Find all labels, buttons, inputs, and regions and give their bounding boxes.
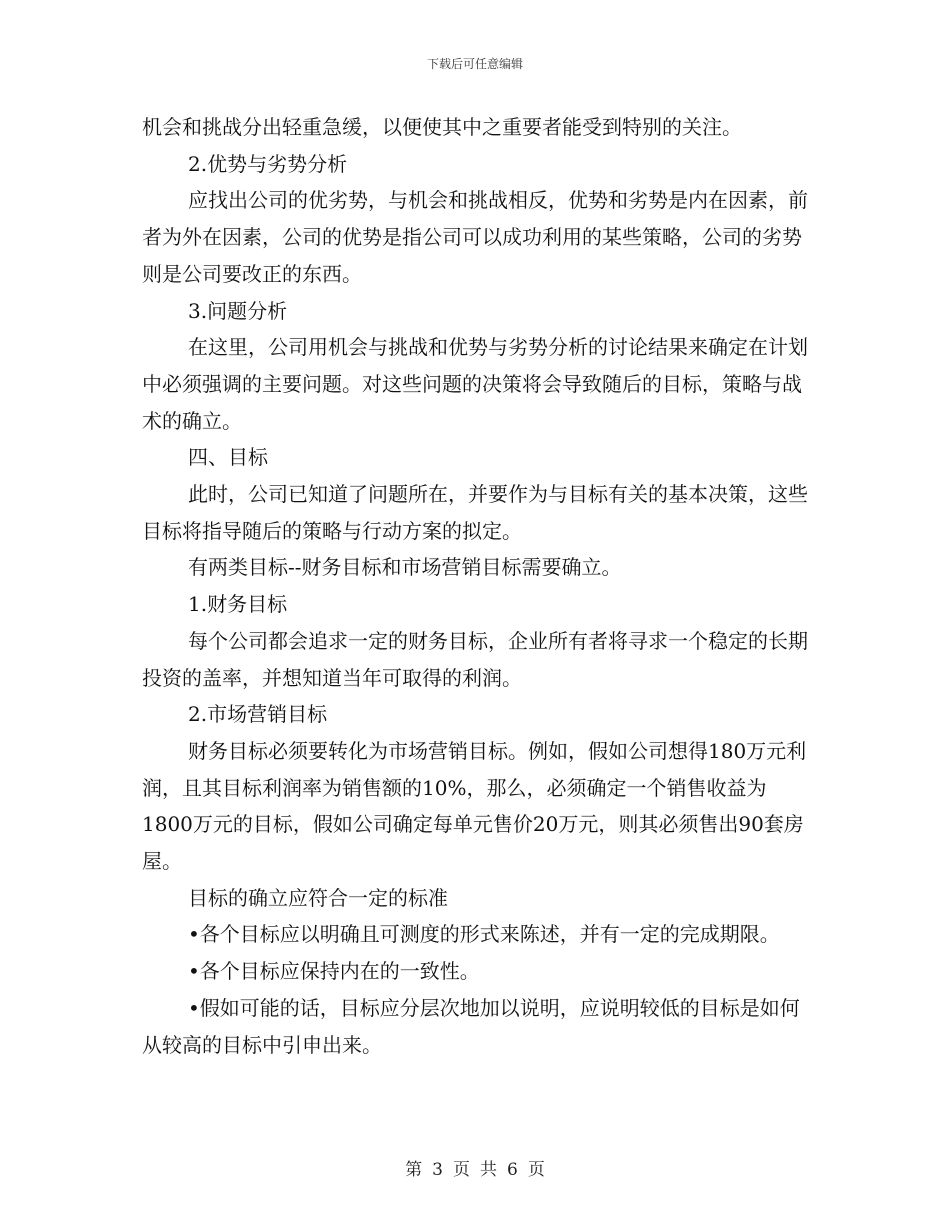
page-footer xyxy=(0,1155,950,1180)
paragraph: 应找出公司的优劣势，与机会和挑战相反，优势和劣势是内在因素，前者为外在因素，公司的优势是指公司可以成功利用的某些策略，公司的劣势则是公司要改正的东西。 xyxy=(142,188,808,286)
paragraph: 财务目标必须要转化为市场营销目标。例如，假如公司想得180万元利润，且其目标利润率为销售额的10%，那么，必须确定一个销售收益为1800万元的目标，假如公司确定每单元售价20万元，则其必须售出90套房屋。 xyxy=(142,738,807,874)
footer-total-word: 共 xyxy=(480,1160,497,1180)
paragraph: 机会和挑战分出轻重急缓，以便使其中之重要者能受到特别的关注。 xyxy=(142,115,742,139)
paragraph: 此时，公司已知道了问题所在，并要作为与目标有关的基本决策，这些目标将指导随后的策略与行动方案的拟定。 xyxy=(142,482,808,543)
bullet-item: •假如可能的话，目标应分层次地加以说明，应说明较低的目标是如何从较高的目标中引申出来。 xyxy=(142,995,800,1057)
section-heading: 2.市场营销目标 xyxy=(188,702,328,727)
section-heading: 1.财务目标 xyxy=(188,592,288,617)
bullet-item: •各个目标应以明确且可测度的形式来陈述，并有一定的完成期限。 xyxy=(188,922,780,947)
section-heading: 3.问题分析 xyxy=(188,298,288,323)
paragraph: 有两类目标--财务目标和市场营销目标需要确立。 xyxy=(188,555,622,580)
document-body xyxy=(142,109,810,1063)
page-number-total: 6 xyxy=(507,1160,518,1180)
section-heading: 四、目标 xyxy=(188,445,268,470)
footer-page-word: 页 xyxy=(453,1160,470,1180)
section-heading: 2.优势与劣势分析 xyxy=(188,151,348,176)
footer-suffix: 页 xyxy=(527,1160,545,1180)
paragraph: 目标的确立应符合一定的标准 xyxy=(188,885,448,910)
page-number-current: 3 xyxy=(432,1160,443,1180)
paragraph: 每个公司都会追求一定的财务目标，企业所有者将寻求一个稳定的长期投资的盖率，并想知道当年可取得的利润。 xyxy=(142,628,808,690)
paragraph: 在这里，公司用机会与挑战和优势与劣势分析的讨论结果来确定在计划中必须强调的主要问题。对这些问题的决策将会导致随后的目标，策略与战术的确立。 xyxy=(142,335,808,433)
bullet-item: •各个目标应保持内在的一致性。 xyxy=(188,959,480,984)
footer-prefix: 第 xyxy=(405,1160,423,1180)
page-header: 下载后可任意编辑 xyxy=(426,57,523,71)
